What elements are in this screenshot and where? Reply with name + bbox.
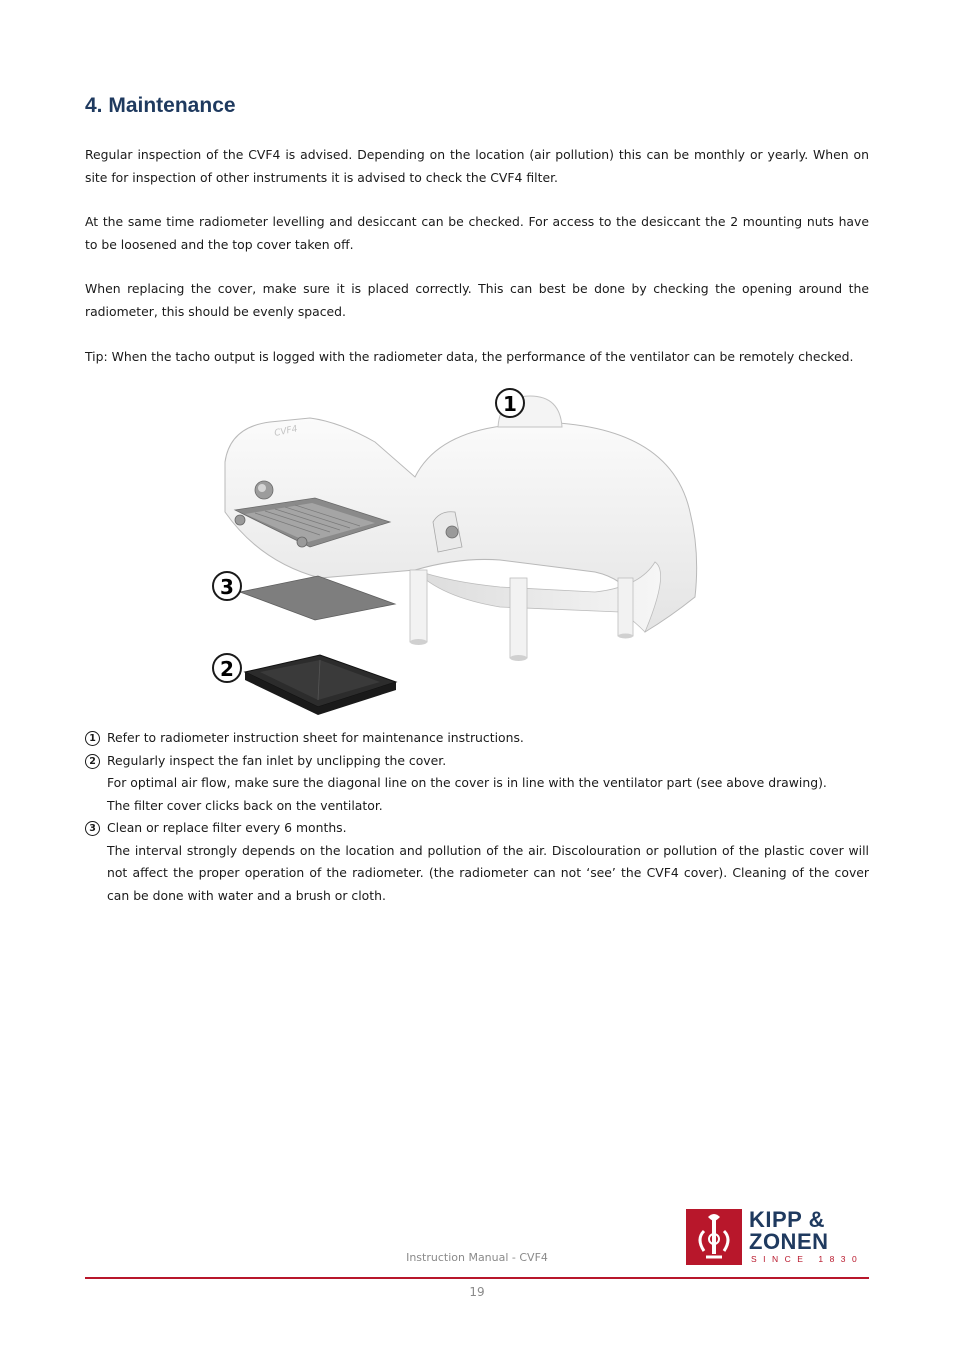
step-text: The filter cover clicks back on the ventilator. <box>107 797 383 813</box>
step-text: Refer to radiometer instruction sheet for maintenance instructions. <box>107 730 524 745</box>
logo-text-line2: ZONEN <box>749 1229 829 1254</box>
maintenance-steps <box>85 727 869 907</box>
page-number: 19 <box>469 1285 485 1299</box>
callout-1 <box>496 389 524 417</box>
list-item <box>85 727 869 750</box>
callout-2 <box>213 654 241 682</box>
svg-text:1: 1 <box>503 392 517 416</box>
footer-divider <box>85 1277 869 1279</box>
logo-tagline: SINCE 1830 <box>751 1254 864 1264</box>
footer-manual-title: Instruction Manual - CVF4 <box>406 1251 548 1264</box>
paragraph-cover: When replacing the cover, make sure it is placed correctly. This can best be done by checking the opening around the radiometer, this should be evenly spaced. <box>85 281 869 319</box>
ventilator-housing <box>225 396 697 661</box>
list-item <box>85 750 869 818</box>
page-title: 4. Maintenance <box>85 94 236 117</box>
step-text: Clean or replace filter every 6 months. <box>107 820 347 835</box>
callout-3 <box>213 572 241 600</box>
paragraph-tip: Tip: When the tacho output is logged with the radiometer data, the performance of the ventilator can be remotely checked. <box>85 349 854 364</box>
paragraph-desiccant: At the same time radiometer levelling and desiccant can be checked. For access to the desiccant the 2 mounting nuts have to be loosened and the top cover taken off. <box>85 214 869 252</box>
svg-text:2: 2 <box>220 657 234 681</box>
cover-label: CVF4 <box>273 424 299 439</box>
step-text: Regularly inspect the fan inlet by unclipping the cover. <box>107 752 447 768</box>
step-number-1: 1 <box>85 731 100 746</box>
step-text: For optimal air flow, make sure the diagonal line on the cover is in line with the ventilator part (see above drawing). <box>107 775 827 790</box>
filter-cover <box>245 655 396 715</box>
filter-pad <box>240 576 395 620</box>
step-number-2: 2 <box>85 754 100 769</box>
paragraph-inspection: Regular inspection of the CVF4 is advised. Depending on the location (air pollution) this can be monthly or yearly. When on site for inspection of other instruments it is advised to check the CVF4 filter. <box>85 147 869 185</box>
cvf4-exploded-drawing <box>200 382 720 722</box>
step-number-3: 3 <box>85 821 100 836</box>
step-text: The interval strongly depends on the location and pollution of the air. Discolouration or pollution of the plastic cover will not affect the proper operation of the radiometer. (the radiometer can not ‘see’ the CVF4 cover). Cleaning of the cover can be done with water and a brush or cloth. <box>107 842 869 903</box>
list-item <box>85 817 869 907</box>
logo-text-line1: KIPP & <box>749 1207 825 1232</box>
svg-text:3: 3 <box>220 575 234 599</box>
